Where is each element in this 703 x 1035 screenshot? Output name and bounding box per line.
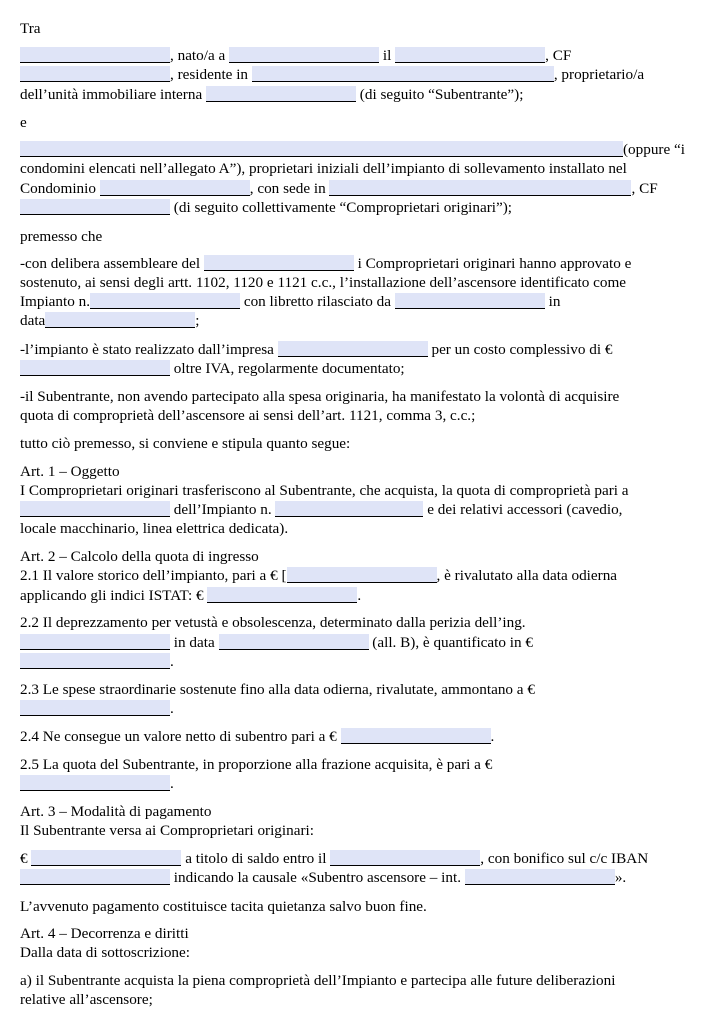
- impresa-field[interactable]: [278, 341, 428, 357]
- art4-line-1: Dalla data di sottoscrizione:: [20, 944, 190, 961]
- scadenza-saldo-field[interactable]: [330, 850, 480, 866]
- unit-number-field[interactable]: [206, 86, 356, 102]
- original-owners-field[interactable]: [20, 141, 623, 157]
- tra-label: Tra: [20, 20, 41, 37]
- art2-2-line-1: 2.2 Il deprezzamento per vetustà e obsolescenza, determinato dalla perizia dell’ing.: [20, 614, 526, 631]
- owners-line-2: condomini elencati nell’allegato A”), proprietari iniziali dell’impianto di sollevamento installato nel: [20, 160, 627, 177]
- premesso-heading: premesso che: [20, 228, 103, 245]
- art3-line-2: € a titolo di saldo entro il , con bonifico sul c/c IBAN: [20, 850, 649, 867]
- party-line-3: dell’unità immobiliare interna (di seguito “Subentrante”);: [20, 86, 524, 103]
- owners-line-4: (di seguito collettivamente “Comproprietari originari”);: [20, 198, 512, 217]
- art2-2-line-2: in data (all. B), è quantificato in €: [20, 633, 533, 652]
- art2-1-line-2: applicando gli indici ISTAT: € .: [20, 587, 362, 604]
- importo-saldo-field[interactable]: [31, 850, 181, 866]
- birthdate-field[interactable]: [395, 47, 545, 63]
- spese-straordinarie-field[interactable]: [20, 700, 170, 716]
- perizia-date-field[interactable]: [219, 634, 369, 650]
- art3-line-3: indicando la causale «Subentro ascensore – int. ».: [20, 868, 626, 887]
- e-label: e: [20, 114, 27, 131]
- deprezzamento-field[interactable]: [20, 653, 170, 669]
- costo-complessivo-field[interactable]: [20, 360, 170, 376]
- libretto-date-field[interactable]: [45, 312, 195, 328]
- owners-line-1: (oppure “i: [20, 140, 685, 159]
- subentrante-name-field[interactable]: [20, 47, 170, 63]
- libretto-issuer-field[interactable]: [395, 293, 545, 309]
- perito-name-field[interactable]: [20, 634, 170, 650]
- art4-item-a-line-2: relative all’ascensore;: [20, 991, 153, 1008]
- art2-2-line-3: .: [20, 652, 174, 671]
- premise-1-line-1: -con delibera assembleare del i Comproprietari originari hanno approvato e: [20, 255, 632, 272]
- premise-2-line-2: oltre IVA, regolarmente documentato;: [20, 359, 405, 378]
- art1-impianto-number-field[interactable]: [275, 501, 423, 517]
- art3-title: Art. 3 – Modalità di pagamento: [20, 803, 212, 820]
- premesso-conclusion: tutto ciò premesso, si conviene e stipula quanto segue:: [20, 435, 351, 452]
- delibera-date-field[interactable]: [204, 255, 354, 271]
- art4-item-a-line-1: a) il Subentrante acquista la piena comproprietà dell’Impianto e partecipa alle future deliberazioni: [20, 972, 616, 989]
- art2-3-line-1: 2.3 Le spese straordinarie sostenute fino alla data odierna, rivalutate, ammontano a €: [20, 681, 535, 698]
- art3-line-4: L’avvenuto pagamento costituisce tacita quietanza salvo buon fine.: [20, 898, 427, 915]
- party-line-2: , residente in , proprietario/a: [20, 65, 644, 84]
- condominio-cf-field[interactable]: [20, 199, 170, 215]
- party-line-1: , nato/a a il , CF: [20, 46, 571, 65]
- quota-fraction-field[interactable]: [20, 501, 170, 517]
- subentrante-cf-field[interactable]: [20, 66, 170, 82]
- valore-netto-field[interactable]: [341, 728, 491, 744]
- premise-1-line-3: Impianto n. con libretto rilasciato da in: [20, 293, 561, 310]
- premise-2-line-1: -l’impianto è stato realizzato dall’impresa per un costo complessivo di €: [20, 341, 613, 358]
- iban-field[interactable]: [20, 869, 170, 885]
- impianto-number-field[interactable]: [90, 293, 240, 309]
- premise-3-line-2: quota di comproprietà dell’ascensore ai sensi dell’art. 1121, comma 3, c.c.;: [20, 407, 476, 424]
- art2-title: Art. 2 – Calcolo della quota di ingresso: [20, 548, 259, 565]
- art1-title: Art. 1 – Oggetto: [20, 463, 120, 480]
- art2-1-line-1: 2.1 Il valore storico dell’impianto, pari a € [ , è rivalutato alla data odierna: [20, 567, 618, 584]
- premise-3-line-1: -il Subentrante, non avendo partecipato alla spesa originaria, ha manifestato la volontà di acquisire: [20, 388, 620, 405]
- art1-line-3: locale macchinario, linea elettrica dedicata).: [20, 520, 289, 537]
- art3-line-1: Il Subentrante versa ai Comproprietari originari:: [20, 822, 314, 839]
- condominio-name-field[interactable]: [100, 180, 250, 196]
- art2-4-line: 2.4 Ne consegue un valore netto di subentro pari a € .: [20, 728, 495, 745]
- art1-line-1: I Comproprietari originari trasferiscono al Subentrante, che acquista, la quota di comproprietà pari a: [20, 482, 629, 499]
- causale-interno-field[interactable]: [465, 869, 615, 885]
- valore-rivalutato-field[interactable]: [207, 587, 357, 603]
- valore-storico-field[interactable]: [287, 567, 437, 583]
- owners-line-3: Condominio , con sede in , CF: [20, 180, 658, 197]
- art1-line-2: dell’Impianto n. e dei relativi accessori (cavedio,: [20, 500, 622, 519]
- birthplace-field[interactable]: [229, 47, 379, 63]
- residence-field[interactable]: [252, 66, 554, 82]
- condominio-address-field[interactable]: [329, 180, 631, 196]
- art4-title: Art. 4 – Decorrenza e diritti: [20, 925, 189, 942]
- premise-1-line-2: sostenuto, ai sensi degli artt. 1102, 1120 e 1121 c.c., l’installazione dell’ascensore identificato come: [20, 274, 627, 291]
- art2-3-line-2: .: [20, 699, 174, 718]
- quota-subentrante-field[interactable]: [20, 775, 170, 791]
- premise-1-line-4: data ;: [20, 312, 200, 329]
- art2-5-line-2: .: [20, 774, 174, 793]
- art2-5-line-1: 2.5 La quota del Subentrante, in proporzione alla frazione acquisita, è pari a €: [20, 756, 493, 773]
